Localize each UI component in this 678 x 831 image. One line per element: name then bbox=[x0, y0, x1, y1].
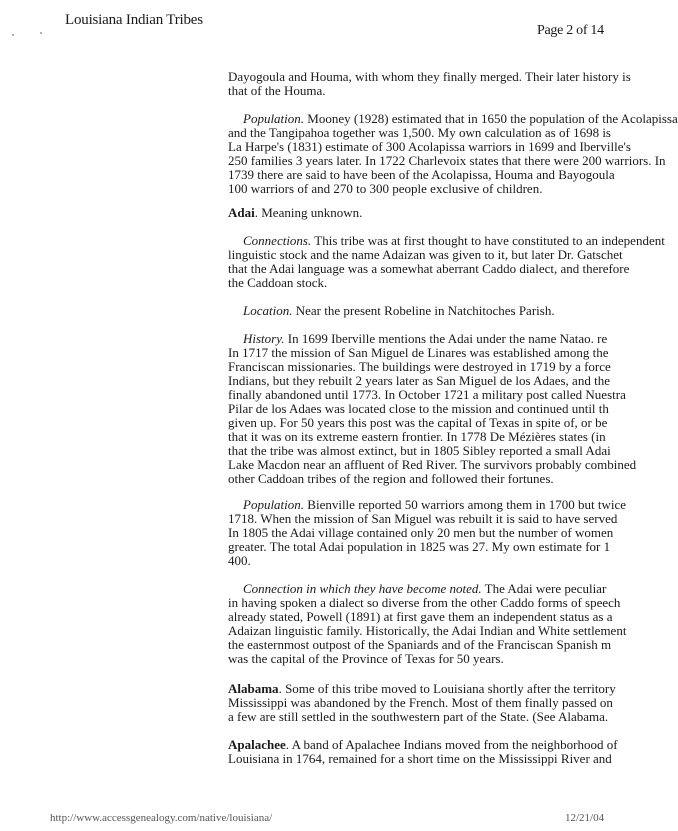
text-line bbox=[228, 126, 628, 140]
paragraph-lead: Location. bbox=[243, 303, 293, 318]
line-text: in having spoken a dialect so diverse from the other Caddo forms of speech bbox=[228, 595, 621, 610]
footer-date: 12/21/04 bbox=[565, 812, 605, 824]
line-text: Mooney (1928) estimated that in 1650 the population of the Acolapissa bbox=[304, 111, 678, 126]
line-text: 400. bbox=[228, 553, 251, 568]
line-text: In 1699 Iberville mentions the Adai under the name Natao. re bbox=[284, 331, 608, 346]
line-text: . Some of this tribe moved to Louisiana shortly after the territory bbox=[278, 681, 616, 696]
text-line bbox=[228, 388, 628, 402]
text-line bbox=[228, 360, 628, 374]
line-text: . A band of Apalachee Indians moved from the neighborhood of bbox=[285, 737, 618, 752]
line-text: and the Tangipahoa together was 1,500. My own calculation as of 1698 is bbox=[228, 125, 611, 140]
line-text: 250 families 3 years later. In 1722 Charlevoix states that there were 200 warriors. In bbox=[228, 153, 666, 168]
text-line bbox=[228, 638, 628, 652]
line-text: Near the present Robeline in Natchitoches Parish. bbox=[292, 303, 555, 318]
line-text: was the capital of the Province of Texas for 50 years. bbox=[228, 651, 504, 666]
paragraph bbox=[228, 304, 628, 318]
text-line bbox=[228, 738, 628, 752]
line-text: given up. For 50 years this post was the capital of Texas in spite of, or be bbox=[228, 415, 608, 430]
paragraph-lead: Alabama bbox=[228, 681, 279, 696]
text-line bbox=[228, 248, 628, 262]
text-line bbox=[228, 624, 628, 638]
line-text: Lake Macdon near an affluent of Red River. The survivors probably combined bbox=[228, 457, 637, 472]
paragraph bbox=[228, 69, 631, 98]
text-line bbox=[228, 430, 628, 444]
page-indicator: Page 2 of 14 bbox=[537, 23, 604, 38]
line-text: In 1717 the mission of San Miguel de Linares was established among the bbox=[228, 345, 609, 360]
text-line bbox=[228, 554, 628, 568]
text-line bbox=[228, 182, 628, 196]
paragraph-lead: Apalachee bbox=[228, 737, 286, 752]
text-line bbox=[228, 332, 628, 346]
text-line bbox=[228, 610, 628, 624]
text-line bbox=[228, 402, 628, 416]
text-line bbox=[228, 346, 628, 360]
paragraph bbox=[228, 111, 678, 196]
text-line bbox=[228, 457, 637, 472]
text-line bbox=[228, 752, 628, 766]
paragraph bbox=[228, 331, 637, 486]
line-text: Louisiana in 1764, remained for a short time on the Mississippi River and bbox=[228, 751, 612, 766]
text-line bbox=[228, 111, 678, 126]
line-text: Bienville reported 50 warriors among them in 1700 but twice bbox=[304, 497, 627, 512]
text-line bbox=[228, 416, 628, 430]
line-text: 1718. When the mission of San Miguel was rebuilt it is said to have served bbox=[228, 511, 618, 526]
text-line bbox=[228, 540, 628, 554]
line-text: Pilar de los Adaes was located close to the mission and continued until th bbox=[228, 401, 609, 416]
paragraph-lead: Adai bbox=[228, 205, 255, 220]
paragraph-lead: Population. bbox=[243, 111, 305, 126]
line-text: that of the Houma. bbox=[228, 83, 326, 98]
text-line bbox=[228, 262, 628, 276]
text-line bbox=[228, 682, 628, 696]
line-text: linguistic stock and the name Adaizan was given to it, but later Dr. Gatschet bbox=[228, 247, 623, 262]
line-text: 100 warriors of and 270 to 300 people exclusive of children. bbox=[228, 181, 543, 196]
paragraph bbox=[228, 682, 628, 724]
text-line bbox=[228, 304, 628, 318]
text-line bbox=[228, 84, 628, 98]
paragraph bbox=[228, 498, 628, 568]
text-line bbox=[228, 652, 628, 666]
footer-url: http://www.accessgenealogy.com/native/louisiana/ bbox=[50, 812, 273, 824]
paragraph-lead: Population. bbox=[243, 497, 305, 512]
text-line bbox=[228, 206, 628, 220]
text-line bbox=[228, 374, 628, 388]
line-text: Indians, but they rebuilt 2 years later as San Miguel de los Adaes, and the bbox=[228, 373, 610, 388]
line-text: La Harpe's (1831) estimate of 300 Acolapissa warriors in 1699 and Iberville's bbox=[228, 139, 631, 154]
line-text: Adaizan linguistic family. Historically, the Adai Indian and White settlement bbox=[228, 623, 627, 638]
text-line bbox=[228, 444, 628, 458]
line-text: The Adai were peculiar bbox=[481, 581, 607, 596]
text-line bbox=[228, 512, 628, 526]
text-line bbox=[228, 526, 628, 540]
line-text: finally abandoned until 1773. In October 1721 a military post called Nuestra bbox=[228, 387, 626, 402]
text-column bbox=[228, 0, 678, 800]
text-line bbox=[228, 139, 631, 154]
line-text: 1739 there are said to have been of the Acolapissa, Houma and Bayogoula bbox=[228, 167, 615, 182]
document-title: Louisiana Indian Tribes bbox=[65, 12, 203, 28]
line-text: greater. The total Adai population in 1825 was 27. My own estimate for 1 bbox=[228, 539, 611, 554]
text-line bbox=[228, 276, 628, 290]
text-line bbox=[228, 69, 631, 84]
text-line bbox=[228, 153, 666, 168]
text-line bbox=[228, 472, 628, 486]
paragraph bbox=[228, 738, 628, 766]
text-line bbox=[228, 582, 628, 596]
line-text: Franciscan missionaries. The buildings were destroyed in 1719 by a force bbox=[228, 359, 611, 374]
line-text: Mississippi was abandoned by the French. Most of them finally passed on bbox=[228, 695, 613, 710]
text-line bbox=[228, 233, 665, 248]
text-line bbox=[228, 596, 628, 610]
line-text: This tribe was at first thought to have constituted to an independent bbox=[311, 233, 665, 248]
line-text: Dayogoula and Houma, with whom they finally merged. Their later history is bbox=[228, 69, 631, 84]
line-text: already stated, Powell (1891) at first gave them an independent status as a bbox=[228, 609, 613, 624]
line-text: In 1805 the Adai village contained only 20 men but the number of women bbox=[228, 525, 614, 540]
paragraph bbox=[228, 233, 665, 290]
text-line bbox=[228, 168, 628, 182]
paragraph bbox=[228, 206, 628, 220]
line-text: a few are still settled in the southwestern part of the State. (See Alabama. bbox=[228, 709, 609, 724]
paragraph-lead: Connection in which they have become noted. bbox=[243, 581, 482, 596]
line-text: the easternmost outpost of the Spaniards and of the Franciscan Spanish m bbox=[228, 637, 612, 652]
line-text: . Meaning unknown. bbox=[254, 205, 363, 220]
paragraph-lead: Connections. bbox=[243, 233, 312, 248]
line-text: other Caddoan tribes of the region and followed their fortunes. bbox=[228, 471, 554, 486]
line-text: the Caddoan stock. bbox=[228, 275, 328, 290]
line-text: that the Adai language was a somewhat aberrant Caddo dialect, and therefore bbox=[228, 261, 630, 276]
text-line bbox=[228, 696, 628, 710]
scan-speck bbox=[40, 32, 42, 34]
paragraph bbox=[228, 582, 628, 666]
scan-speck bbox=[12, 34, 14, 36]
line-text: that it was on its extreme eastern frontier. In 1778 De Mézières states (in bbox=[228, 429, 606, 444]
paragraph-lead: History. bbox=[243, 331, 285, 346]
text-line bbox=[228, 498, 628, 512]
text-line bbox=[228, 710, 628, 724]
line-text: that the tribe was almost extinct, but in 1805 Sibley reported a small Adai bbox=[228, 443, 611, 458]
